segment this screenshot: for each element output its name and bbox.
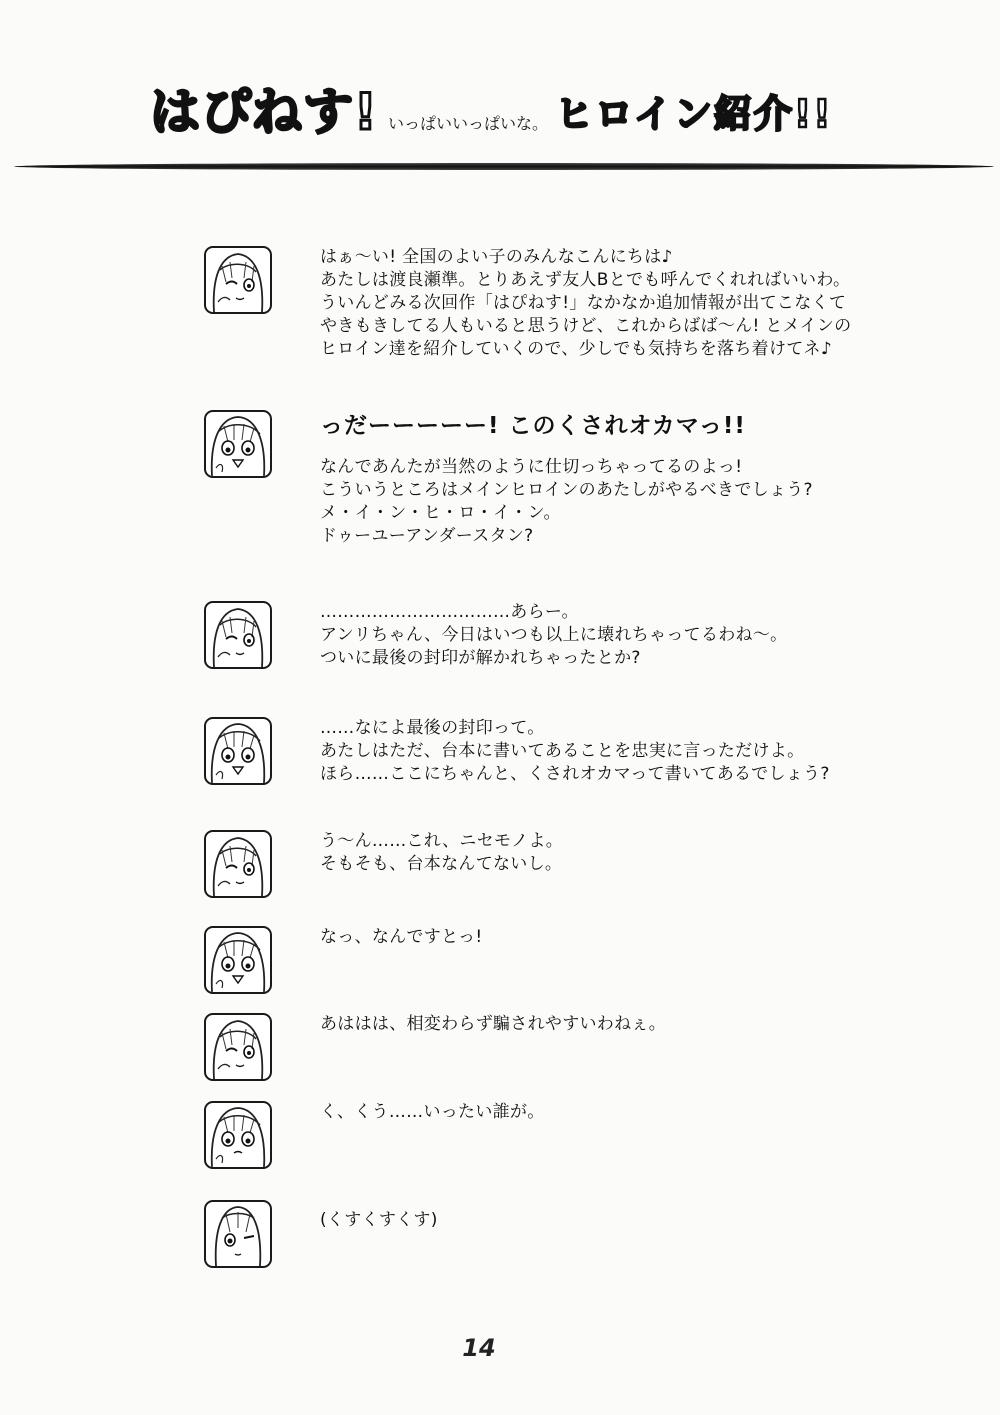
heroine-portrait-shouting-icon	[204, 717, 272, 785]
heroine-portrait-shouting-icon	[204, 410, 272, 478]
dialogue-line: あははは、相変わらず騙されやすいわねぇ。	[320, 1014, 666, 1034]
dialogue-text	[320, 1013, 880, 1036]
dialogue-line: やきもきしてる人もいると思うけど、これからばば〜ん! とメインの	[320, 316, 852, 336]
dialogue-line: う〜ん……これ、ニセモノよ。	[320, 831, 564, 851]
heroine-portrait-smiling-icon	[204, 1013, 272, 1081]
dialogue-line: ……………………………あらー。	[320, 602, 579, 622]
dialogue-line: アンリちゃん、今日はいつも以上に壊れちゃってるわね〜。	[320, 625, 788, 645]
dialogue-line: あたしはただ、台本に書いてあることを忠実に言っただけよ。	[320, 741, 805, 761]
section-title: ヒロイン紹介!!	[555, 92, 833, 136]
logo-title: はぴねす!	[150, 83, 378, 141]
dialogue-text	[320, 1200, 880, 1232]
dialogue-line: こういうところはメインヒロインのあたしがやるべきでしょう?	[320, 480, 813, 500]
dialogue-text	[320, 717, 880, 786]
dialogue-line: ヒロイン達を紹介していくので、少しでも気持ちを落ち着けてネ♪	[320, 339, 832, 359]
dialogue-line: (くすくすくす)	[320, 1210, 438, 1230]
dialogue-line: ドゥーユーアンダースタン?	[320, 526, 534, 546]
dialogue-line: メ・イ・ン・ヒ・ロ・イ・ン。	[320, 503, 561, 523]
dialogue-line: ついに最後の封印が解かれちゃったとか?	[320, 648, 641, 668]
page-number: 14	[462, 1334, 496, 1362]
dialogue-line: あたしは渡良瀬準。とりあえず友人Bとでも呼んでくれればいいわ。	[320, 270, 851, 290]
heroine-portrait-shouting-icon	[204, 1101, 272, 1169]
dialogue-text	[320, 830, 880, 876]
dialogue-line: はぁ〜い! 全国のよい子のみんなこんにちは♪	[320, 247, 673, 267]
dialogue-line: く、くう……いったい誰が。	[320, 1102, 545, 1122]
dialogue-text	[320, 926, 880, 949]
dialogue-text	[320, 246, 880, 361]
dialogue-text	[320, 1101, 880, 1124]
dialogue-line: そもそも、台本なんてないし。	[320, 854, 563, 874]
page-header	[150, 82, 870, 152]
dialogue-line: ういんどみる次回作「はぴねす!」なかなか追加情報が出てこなくて	[320, 293, 847, 313]
dialogue-text	[320, 410, 880, 548]
heroine-portrait-smiling-icon	[204, 601, 272, 669]
dialogue-text	[320, 601, 880, 670]
header-subtitle: いっぱいいっぱいな。	[388, 114, 549, 133]
heroine-portrait-quiet-icon	[204, 1200, 272, 1268]
heroine-portrait-shouting-icon	[204, 926, 272, 994]
dialogue-headline: っだーーーーー! このくされオカマっ!!	[320, 413, 746, 439]
heroine-portrait-smiling-icon	[204, 830, 272, 898]
header-divider	[14, 163, 994, 170]
dialogue-line: なんであんたが当然のように仕切っちゃってるのよっ!	[320, 457, 743, 477]
dialogue-line: ほら……ここにちゃんと、くされオカマって書いてあるでしょう?	[320, 764, 830, 784]
dialogue-line: ……なによ最後の封印って。	[320, 718, 545, 738]
heroine-portrait-smiling-icon	[204, 246, 272, 314]
dialogue-line: なっ、なんですとっ!	[320, 927, 483, 947]
